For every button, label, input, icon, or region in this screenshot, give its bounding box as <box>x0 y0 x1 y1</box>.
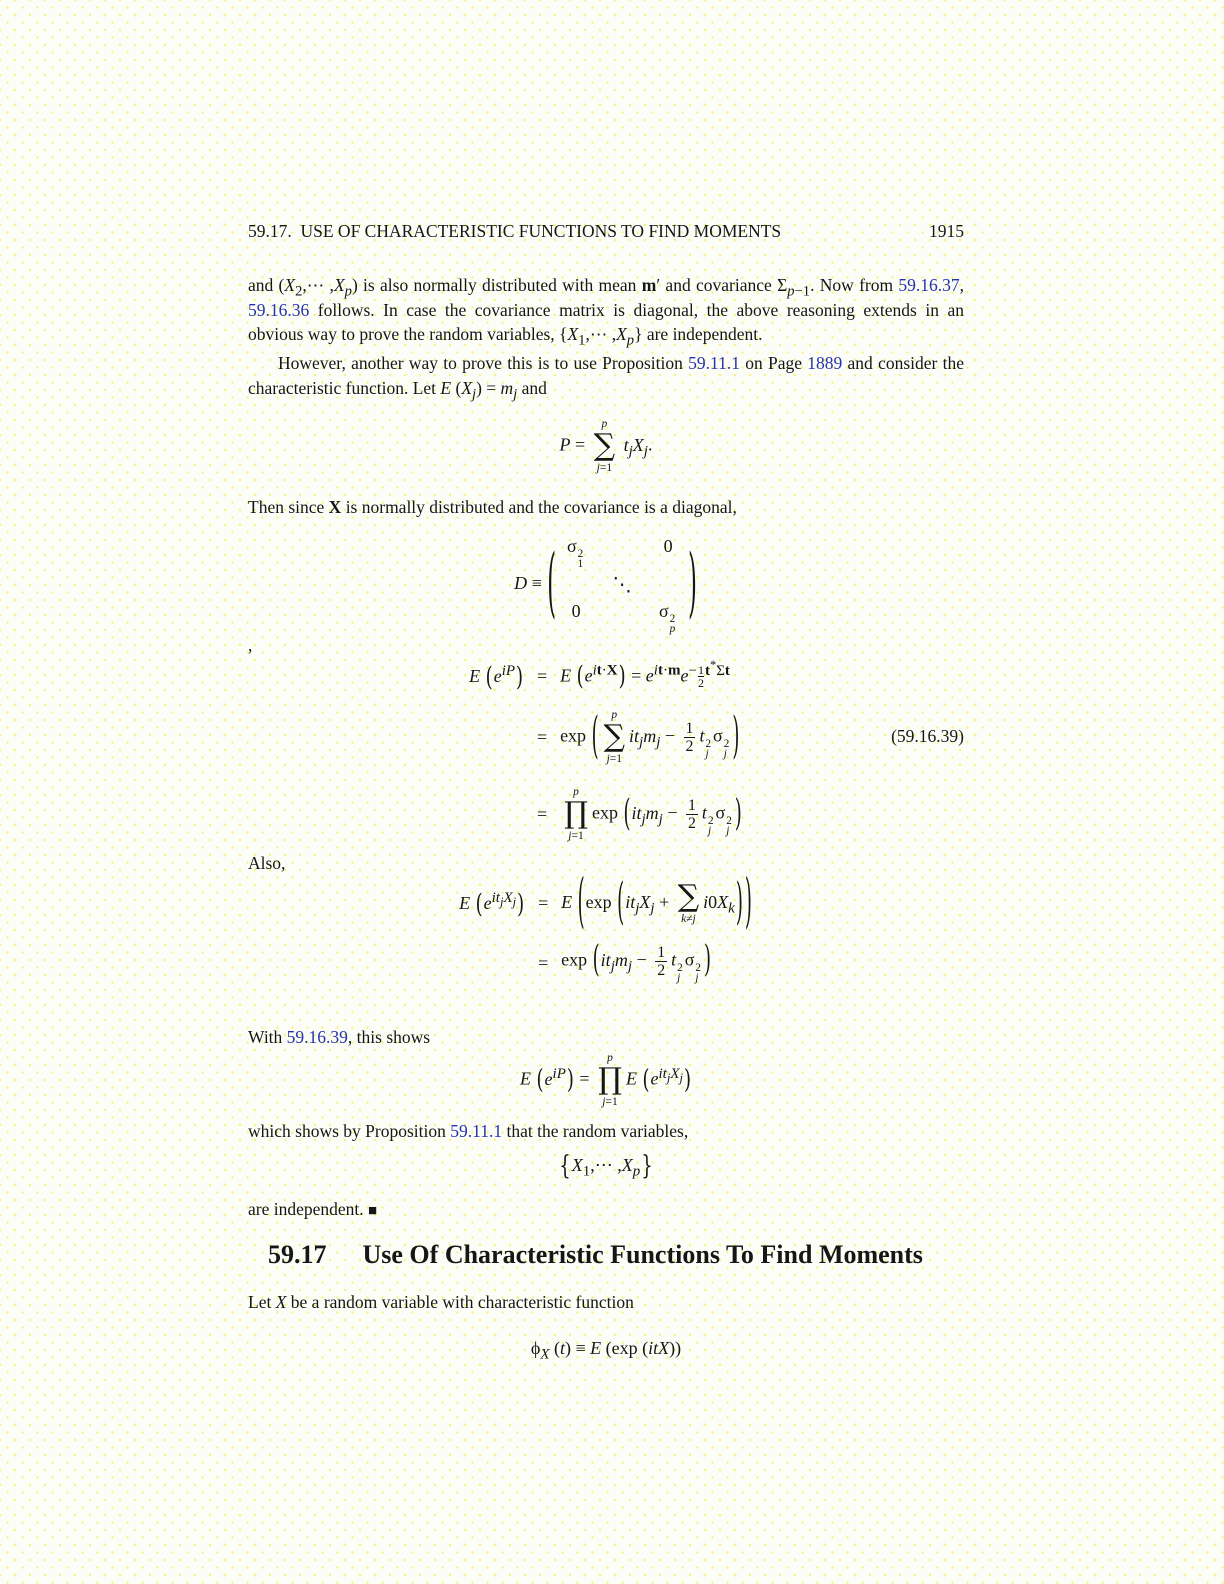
paragraph-however: However, another way to prove this is to use Proposition 59.11.1 on Page 1889 and consider the characteristic function. Let E $(X_j) = m_j$ and <box>248 353 964 403</box>
eq-rhs: $\exp (it_jm_j$ − $\frac{1}{2}$ t 2 j σ 2 j ) <box>561 938 712 984</box>
sum-operator: p ∑ j=1 <box>593 418 616 474</box>
eq-rhs: p ∏ j=1 $\exp (it_jm_j$ − $\frac{1}{2}$ t 2 j σ 2 j ) <box>564 786 742 842</box>
link-59-16-37[interactable]: 59.16.37 <box>898 275 960 295</box>
section-heading <box>268 1240 964 1270</box>
link-59-11-1b[interactable]: 59.11.1 <box>450 1121 503 1141</box>
equation-product: E $(e^{iP})$ = p ∏ j=1 E $(e^{it_jX_j})$ <box>520 1052 691 1108</box>
eq-rel: = <box>536 804 548 825</box>
equation-align-characteristic <box>248 657 964 843</box>
eq-rel: = <box>536 666 548 686</box>
link-page-1889[interactable]: 1889 <box>807 353 843 373</box>
section-title: Use Of Characteristic Functions To Find Moments <box>362 1240 923 1269</box>
diagonal-matrix: σ 2 1 0 ⋱ 0 σ 2 p <box>566 536 676 636</box>
paragraph-are-independent: are independent. ■ <box>248 1199 378 1219</box>
equation-p-sum: P = p ∑ j=1 $t_jX_j$. <box>559 418 653 474</box>
equation-align-also <box>248 868 964 984</box>
equation-d-matrix: D ≡ ( σ 2 1 0 ⋱ 0 σ 2 p ) <box>514 536 697 636</box>
qed-box: ■ <box>368 1203 378 1219</box>
eq-lhs: E $(e^{iP})$ <box>469 661 524 693</box>
equation-phi: $\phi_X$ (t) ≡ E (exp (itX)) <box>530 1338 682 1363</box>
paragraph-also: Also, <box>248 853 286 873</box>
page-number: 1915 <box>929 221 964 241</box>
equation-set: {$X_1,\cdots$ $,X_p$} <box>559 1150 653 1182</box>
running-header <box>248 221 964 242</box>
eq-rhs: exp ( p ∑ j=1 $it_jm_j$ − $\frac{1}{2}$ t 2 j σ 2 j ) <box>560 707 740 766</box>
equation-number-tag: (59.16.39) <box>891 726 964 746</box>
link-59-11-1[interactable]: 59.11.1 <box>688 353 740 373</box>
paragraph-let-x: Let X be a random variable with characteristic function <box>248 1292 634 1312</box>
link-59-16-39[interactable]: 59.16.39 <box>286 1027 348 1047</box>
paragraph-which-shows: which shows by Proposition 59.11.1 that the random variables, <box>248 1121 689 1141</box>
text-column <box>248 0 964 1584</box>
eq-lhs: E $(e^{it_jX_j})$ <box>459 889 525 920</box>
paragraph-with-shows: With 59.16.39, this shows <box>248 1027 431 1047</box>
running-header-title: 59.17. USE OF CHARACTERISTIC FUNCTIONS TO FIND MOMENTS <box>248 221 782 241</box>
eq-rhs: E (exp ($it_jX_j$ + ∑ k≠j $i0X_k$) ) <box>561 868 752 937</box>
paragraph-then-since: Then since X is normally distributed and the covariance is a diagonal, <box>248 497 737 517</box>
eq-rel: = <box>538 952 549 973</box>
comma-line: , <box>248 635 253 655</box>
eq-rel: = <box>536 727 548 748</box>
section-number: 59.17 <box>268 1240 327 1269</box>
link-59-16-36[interactable]: 59.16.36 <box>248 299 310 320</box>
paragraph-intro: and ($X_2,\cdots$ $,X_p$) is also normally distributed with mean m′ and covariance $\Sigma_{p-1}$. Now from 59.16.37, 59.16.36 follows. In case the covariance matrix is diagonal, the above reasoning extends in an obvious way to prove the random variables, {$X_1,\cdots$ $,X_p$} are independent. <box>248 275 965 349</box>
eq-rel: = <box>538 893 549 914</box>
eq-rhs: E $(e^{it\cdot X}) = e^{it\cdot m}e^{- \frac{1}{2} t^*\Sigma t}$ <box>560 657 730 692</box>
